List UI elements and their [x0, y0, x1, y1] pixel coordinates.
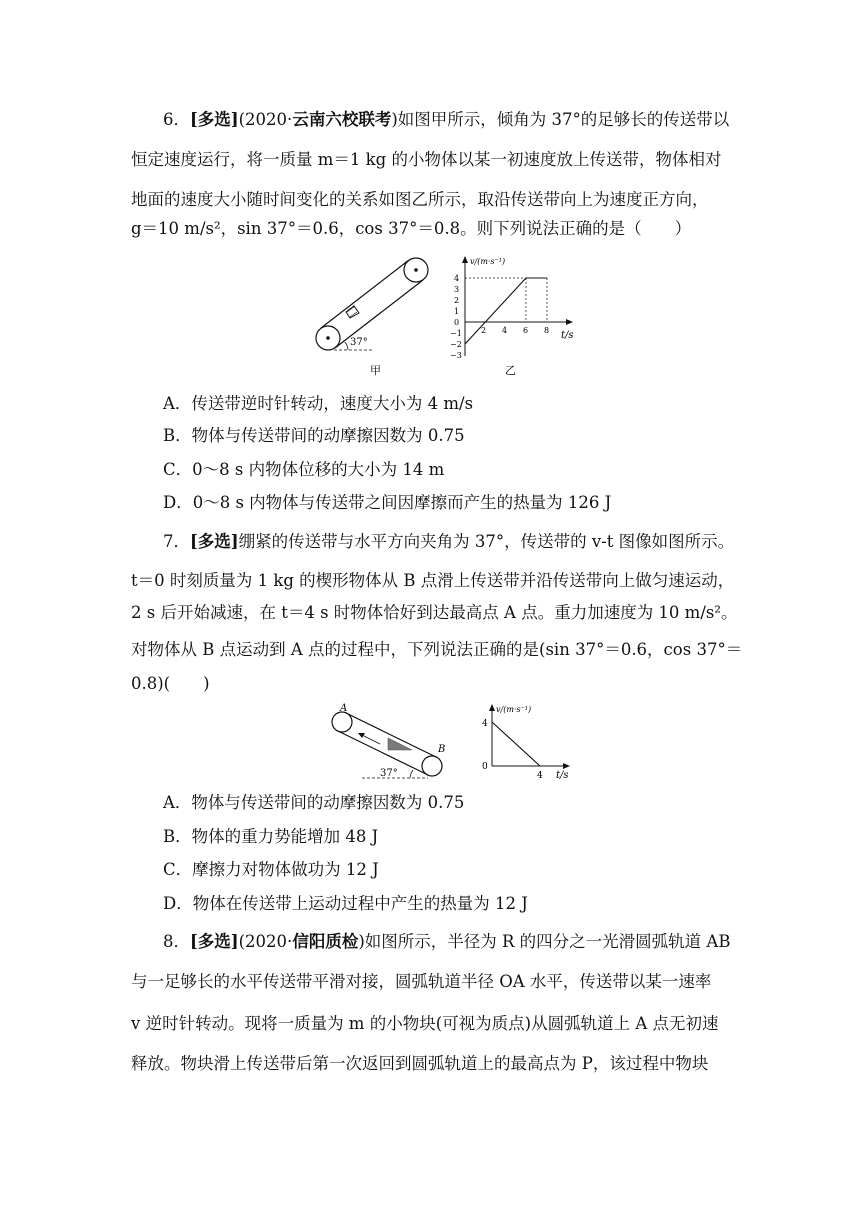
q6-stem-line-1: 如图甲所示，倾角为 37°的足够长的传送带以 [397, 110, 730, 129]
q6-ytick-neg1: −1 [450, 329, 462, 338]
q6-ytick-0: 0 [454, 318, 460, 327]
q7-graph-falling-line [492, 722, 540, 766]
q6-xtick-2: 2 [481, 326, 487, 335]
q8-source-suffix: ) [358, 932, 365, 951]
q8-stem-line-1: 如图所示，半径为 R 的四分之一光滑圆弧轨道 AB [364, 932, 731, 951]
q7-stem-line-2: t＝0 时刻质量为 1 kg 的楔形物体从 B 点滑上传送带并沿传送带向上做匀速运动， [131, 571, 735, 590]
q7-graph-xlabel: t/s [556, 770, 569, 781]
q6-option-a[interactable]: A．传送带逆时针转动，速度大小为 4 m/s [163, 394, 474, 413]
q6-source-suffix: ) [391, 110, 398, 129]
q7-number: 7． [163, 532, 190, 551]
q7-first-line [163, 530, 734, 554]
q6-graph-rising-line [465, 278, 529, 344]
q6-ytick-1: 1 [454, 307, 460, 316]
q7-stem-line-4: 对物体从 B 点运动到 A 点的过程中，下列说法正确的是(sin 37°＝0.6，cos 37°＝ [131, 640, 743, 659]
q8-number: 8． [163, 932, 190, 951]
q6-xtick-8: 8 [544, 326, 550, 335]
q7-xtick-4: 4 [537, 771, 543, 781]
q7-stem-line-3: 2 s 后开始减速，在 t＝4 s 时物体恰好到达最高点 A 点。重力加速度为 10 m/s²。 [131, 603, 738, 622]
q6-ytick-2: 2 [454, 296, 460, 305]
q8-first-line [163, 930, 730, 954]
q7-point-b-label: B [438, 744, 446, 755]
q7-figure-conveyor [322, 702, 452, 784]
q7-origin: 0 [482, 762, 488, 772]
q6-number: 6． [163, 110, 190, 129]
q8-stem-line-3: v 逆时针转动。现将一质量为 m 的小物块(可视为质点)从圆弧轨道上 A 点无初速 [131, 1014, 719, 1033]
q6-graph-ylabel: v/(m·s⁻¹) [470, 257, 506, 266]
q8-stem-line-2: 与一足够长的水平传送带平滑对接，圆弧轨道半径 OA 水平，传送带以某一速率 [131, 972, 712, 991]
q6-stem-line-3: 地面的速度大小随时间变化的关系如图乙所示，取沿传送带向上为速度正方向， [131, 190, 709, 209]
q7-point-a-label: A [340, 703, 348, 714]
q6-option-b[interactable]: B．物体与传送带间的动摩擦因数为 0.75 [163, 426, 465, 445]
q7-option-b[interactable]: B．物体的重力势能增加 48 J [163, 827, 379, 846]
q7-option-a[interactable]: A．物体与传送带间的动摩擦因数为 0.75 [163, 793, 465, 812]
q6-ytick-neg3: −3 [450, 351, 462, 360]
q6-figure-yi-vt-graph [443, 252, 583, 378]
q6-option-d[interactable]: D．0～8 s 内物体与传送带之间因摩擦而产生的热量为 126 J [163, 493, 612, 512]
q6-multi-select-tag: [多选] [190, 110, 239, 129]
q7-angle-label: 37° [380, 768, 398, 779]
q6-figure-jia-conveyor [310, 250, 430, 378]
q7-figure-vt-graph [478, 700, 578, 782]
q6-xtick-4: 4 [502, 326, 508, 335]
q6-stem-line-4: g＝10 m/s²，sin 37°＝0.6，cos 37°＝0.8。则下列说法正确的是（ ） [131, 219, 692, 238]
q6-graph-xlabel: t/s [561, 330, 574, 341]
q6-ytick-4: 4 [454, 274, 460, 283]
q8-multi-select-tag: [多选] [190, 932, 239, 951]
q7-stem-line-5: 0.8)( ) [131, 674, 210, 693]
q7-option-d[interactable]: D．物体在传送带上运动过程中产生的热量为 12 J [163, 894, 528, 913]
q6-jia-caption: 甲 [370, 364, 381, 377]
q6-source-prefix: (2020· [238, 110, 293, 129]
q6-xtick-6: 6 [523, 326, 529, 335]
q7-ytick-4: 4 [482, 719, 488, 729]
q8-source-prefix: (2020· [238, 932, 293, 951]
q6-source-name: 云南六校联考 [292, 110, 392, 129]
q6-first-line [163, 108, 729, 132]
q6-ytick-neg2: −2 [450, 340, 462, 349]
q7-multi-select-tag: [多选] [190, 532, 239, 551]
q6-jia-angle-label: 37° [350, 337, 368, 348]
q7-stem-line-1: 绷紧的传送带与水平方向夹角为 37°，传送带的 v-t 图像如图所示。 [238, 532, 735, 551]
q7-graph-ylabel: v/(m·s⁻¹) [496, 705, 532, 714]
q6-ytick-3: 3 [454, 285, 460, 294]
q8-stem-line-4: 释放。物块滑上传送带后第一次返回到圆弧轨道上的最高点为 P，该过程中物块 [131, 1054, 709, 1073]
q6-stem-line-2: 恒定速度运行，将一质量 m＝1 kg 的小物体以某一初速度放上传送带，物体相对 [131, 150, 722, 169]
q6-yi-caption: 乙 [505, 364, 516, 377]
q6-option-c[interactable]: C．0～8 s 内物体位移的大小为 14 m [163, 460, 445, 479]
q8-source-name: 信阳质检 [292, 932, 359, 951]
q7-option-c[interactable]: C．摩擦力对物体做功为 12 J [163, 860, 379, 879]
